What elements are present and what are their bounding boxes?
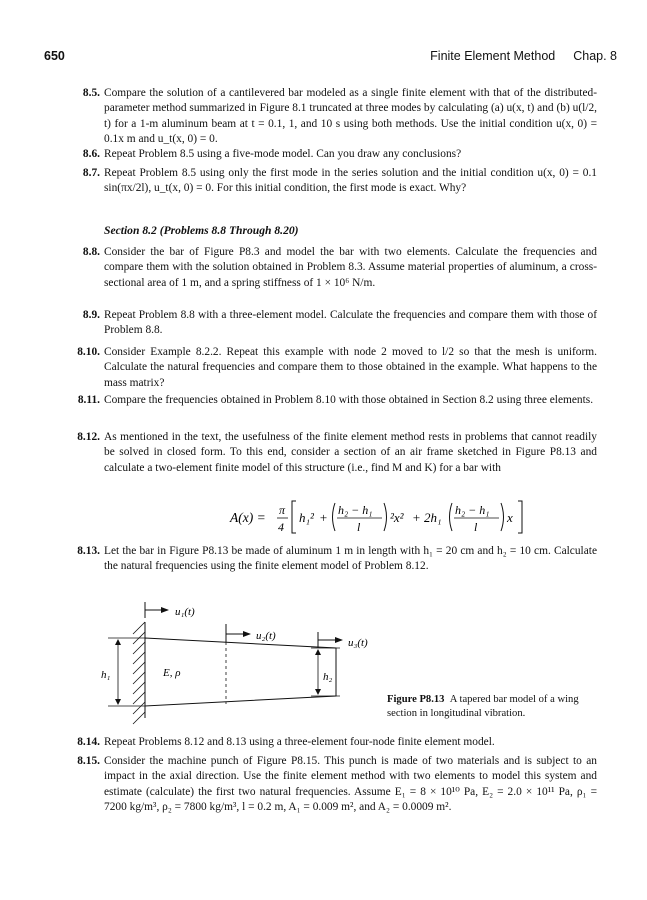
caption-text: A tapered bar model of a wing section in longitudinal vibration. — [387, 694, 579, 719]
problem-8-5 — [82, 86, 597, 148]
problem-8-14 — [77, 735, 597, 750]
equation-svg — [230, 495, 530, 539]
chapter-label: Chap. 8 — [573, 49, 617, 63]
problem-number: 8.15. — [77, 755, 100, 767]
problem-text: Consider the bar of Figure P8.3 and model the bar with two elements. Calculate the frequencies and compare them with the solution obtained in Problem 8.3. Assume material properties of aluminum, a cross-sectional area of 1 m, and a spring stiffness of 1 × 10⁶ N/m. — [104, 246, 597, 289]
eq-right-bracket — [518, 501, 522, 533]
figure-caption — [387, 693, 597, 721]
h2-arrow-up — [315, 649, 321, 655]
page-number: 650 — [44, 49, 65, 63]
h2-arrow-down — [315, 689, 321, 695]
problem-number: 8.6. — [82, 148, 100, 160]
eq-plus-1: + — [319, 510, 328, 525]
problem-number: 8.5. — [82, 87, 100, 99]
u1-label: u₁(t) — [175, 606, 195, 618]
eq-plus-2h1: + 2h₁ — [412, 510, 442, 525]
eq-lhs: A(x) = — [230, 510, 266, 525]
u3-label: u₃(t) — [348, 637, 368, 649]
problem-text: Repeat Problem 8.5 using only the first mode in the series solution and the initial condition u(x, 0) = 0.1 sin(πx/2l), u_t(x, 0) = 0. For this initial condition, the first mode is exact. Why? — [104, 167, 597, 195]
problem-8-12 — [77, 430, 597, 476]
tapered-bar-diagram — [101, 598, 388, 724]
problem-8-11 — [77, 393, 597, 408]
problem-text: Let the bar in Figure P8.13 be made of aluminum 1 m in length with h₁ = 20 cm and h₂ = 10 cm. Calculate the natural frequencies using the finite element model of Problem 8.12. — [104, 545, 597, 573]
problem-8-6 — [82, 147, 597, 162]
eq-sq-x2: ²x² — [390, 510, 404, 525]
problem-text: Repeat Problems 8.12 and 8.13 using a three-element four-node finite element model. — [104, 736, 495, 748]
eq-tail-x: x — [507, 510, 513, 525]
problem-number: 8.14. — [77, 736, 100, 748]
problem-text: Repeat Problem 8.5 using a five-mode model. Can you draw any conclusions? — [104, 148, 462, 160]
figure-p8-13 — [101, 598, 388, 729]
problem-number: 8.9. — [82, 309, 100, 321]
running-title: Finite Element Method — [430, 49, 556, 63]
running-header — [430, 49, 617, 63]
eq-pi: π — [279, 503, 286, 517]
section-heading: Section 8.2 (Problems 8.8 Through 8.20) — [104, 224, 299, 237]
h1-label: h₁ — [101, 669, 111, 681]
equation-area — [230, 495, 530, 543]
wall-hatching — [133, 622, 145, 724]
eq-left-bracket — [292, 501, 296, 533]
problem-number: 8.8. — [82, 246, 100, 258]
problem-number: 8.12. — [77, 431, 100, 443]
eq-four: 4 — [278, 520, 284, 534]
problem-8-13 — [77, 544, 597, 575]
eq-frac-den-1: l — [357, 520, 361, 534]
problem-8-7 — [82, 166, 597, 197]
eq-frac-den-2: l — [474, 520, 478, 534]
problem-text: Compare the solution of a cantilevered bar modeled as a single finite element with that of the distributed-parameter method summarized in Figure 8.1 truncated at three modes by calculating (a) u(x, t) and (b) u(l/2, t) for a 1-m aluminum beam at t = 0.1, 1, and 10 s using both methods. Use the initial condition u(x, 0) = 0.1x m and u_t(x, 0) = 0. — [104, 87, 597, 146]
eq-h1sq: h₁² — [299, 510, 314, 525]
h1-arrow-down — [115, 699, 121, 705]
caption-label: Figure P8.13 — [387, 694, 445, 705]
problem-text: Repeat Problem 8.8 with a three-element model. Calculate the frequencies and compare them with those of Problem 8.8. — [104, 309, 597, 337]
eq-frac-num-1: h₂ − h₁ — [338, 503, 373, 517]
problem-number: 8.11. — [77, 394, 100, 406]
h2-label: h₂ — [323, 671, 333, 683]
eq-frac-num-2: h₂ − h₁ — [455, 503, 490, 517]
u2-label: u₂(t) — [256, 630, 276, 642]
eq-paren-right-1 — [384, 503, 387, 531]
problem-8-10 — [77, 345, 597, 391]
problem-8-9 — [82, 308, 597, 339]
problem-text: Consider the machine punch of Figure P8.15. This punch is made of two materials and is subject to an impact in the axial direction. Use the finite element method with two elements to model this system and estimate (calculate) the first two natural frequencies. Assume E₁ = 8 × 10¹⁰ Pa, E₂ = 2.0 × 10¹¹ Pa, ρ₁ = 7200 kg/m³, ρ₂ = 7800 kg/m³, l = 0.2 m, A₁ = 0.009 m², and A₂ = 0.0009 m². — [104, 755, 597, 814]
eq-paren-left-1 — [333, 503, 336, 531]
problem-text: Consider Example 8.2.2. Repeat this example with node 2 moved to l/2 so that the mesh is uniform. Calculate the natural frequencies and compare them to those obtained in the example. What happens to the mass matrix? — [104, 346, 597, 389]
problem-number: 8.7. — [82, 167, 100, 179]
problem-number: 8.10. — [77, 346, 100, 358]
problem-text: As mentioned in the text, the usefulness of the finite element method rests in problems that cannot readily be solved in closed form. To this end, consider a section of an air frame sketched in Figure P8.13 and calculate a two-element finite model of this structure (i.e., find M and K) for a bar with — [104, 431, 597, 474]
problem-number: 8.13. — [77, 545, 100, 557]
eq-paren-left-2 — [450, 503, 453, 531]
problem-8-8 — [82, 245, 597, 291]
problem-8-15 — [77, 754, 597, 816]
material-label: E, ρ — [163, 667, 181, 679]
h1-arrow-up — [115, 639, 121, 645]
problem-text: Compare the frequencies obtained in Problem 8.10 with those obtained in Section 8.2 using three elements. — [104, 394, 594, 406]
page-header — [44, 49, 617, 67]
eq-paren-right-2 — [501, 503, 504, 531]
